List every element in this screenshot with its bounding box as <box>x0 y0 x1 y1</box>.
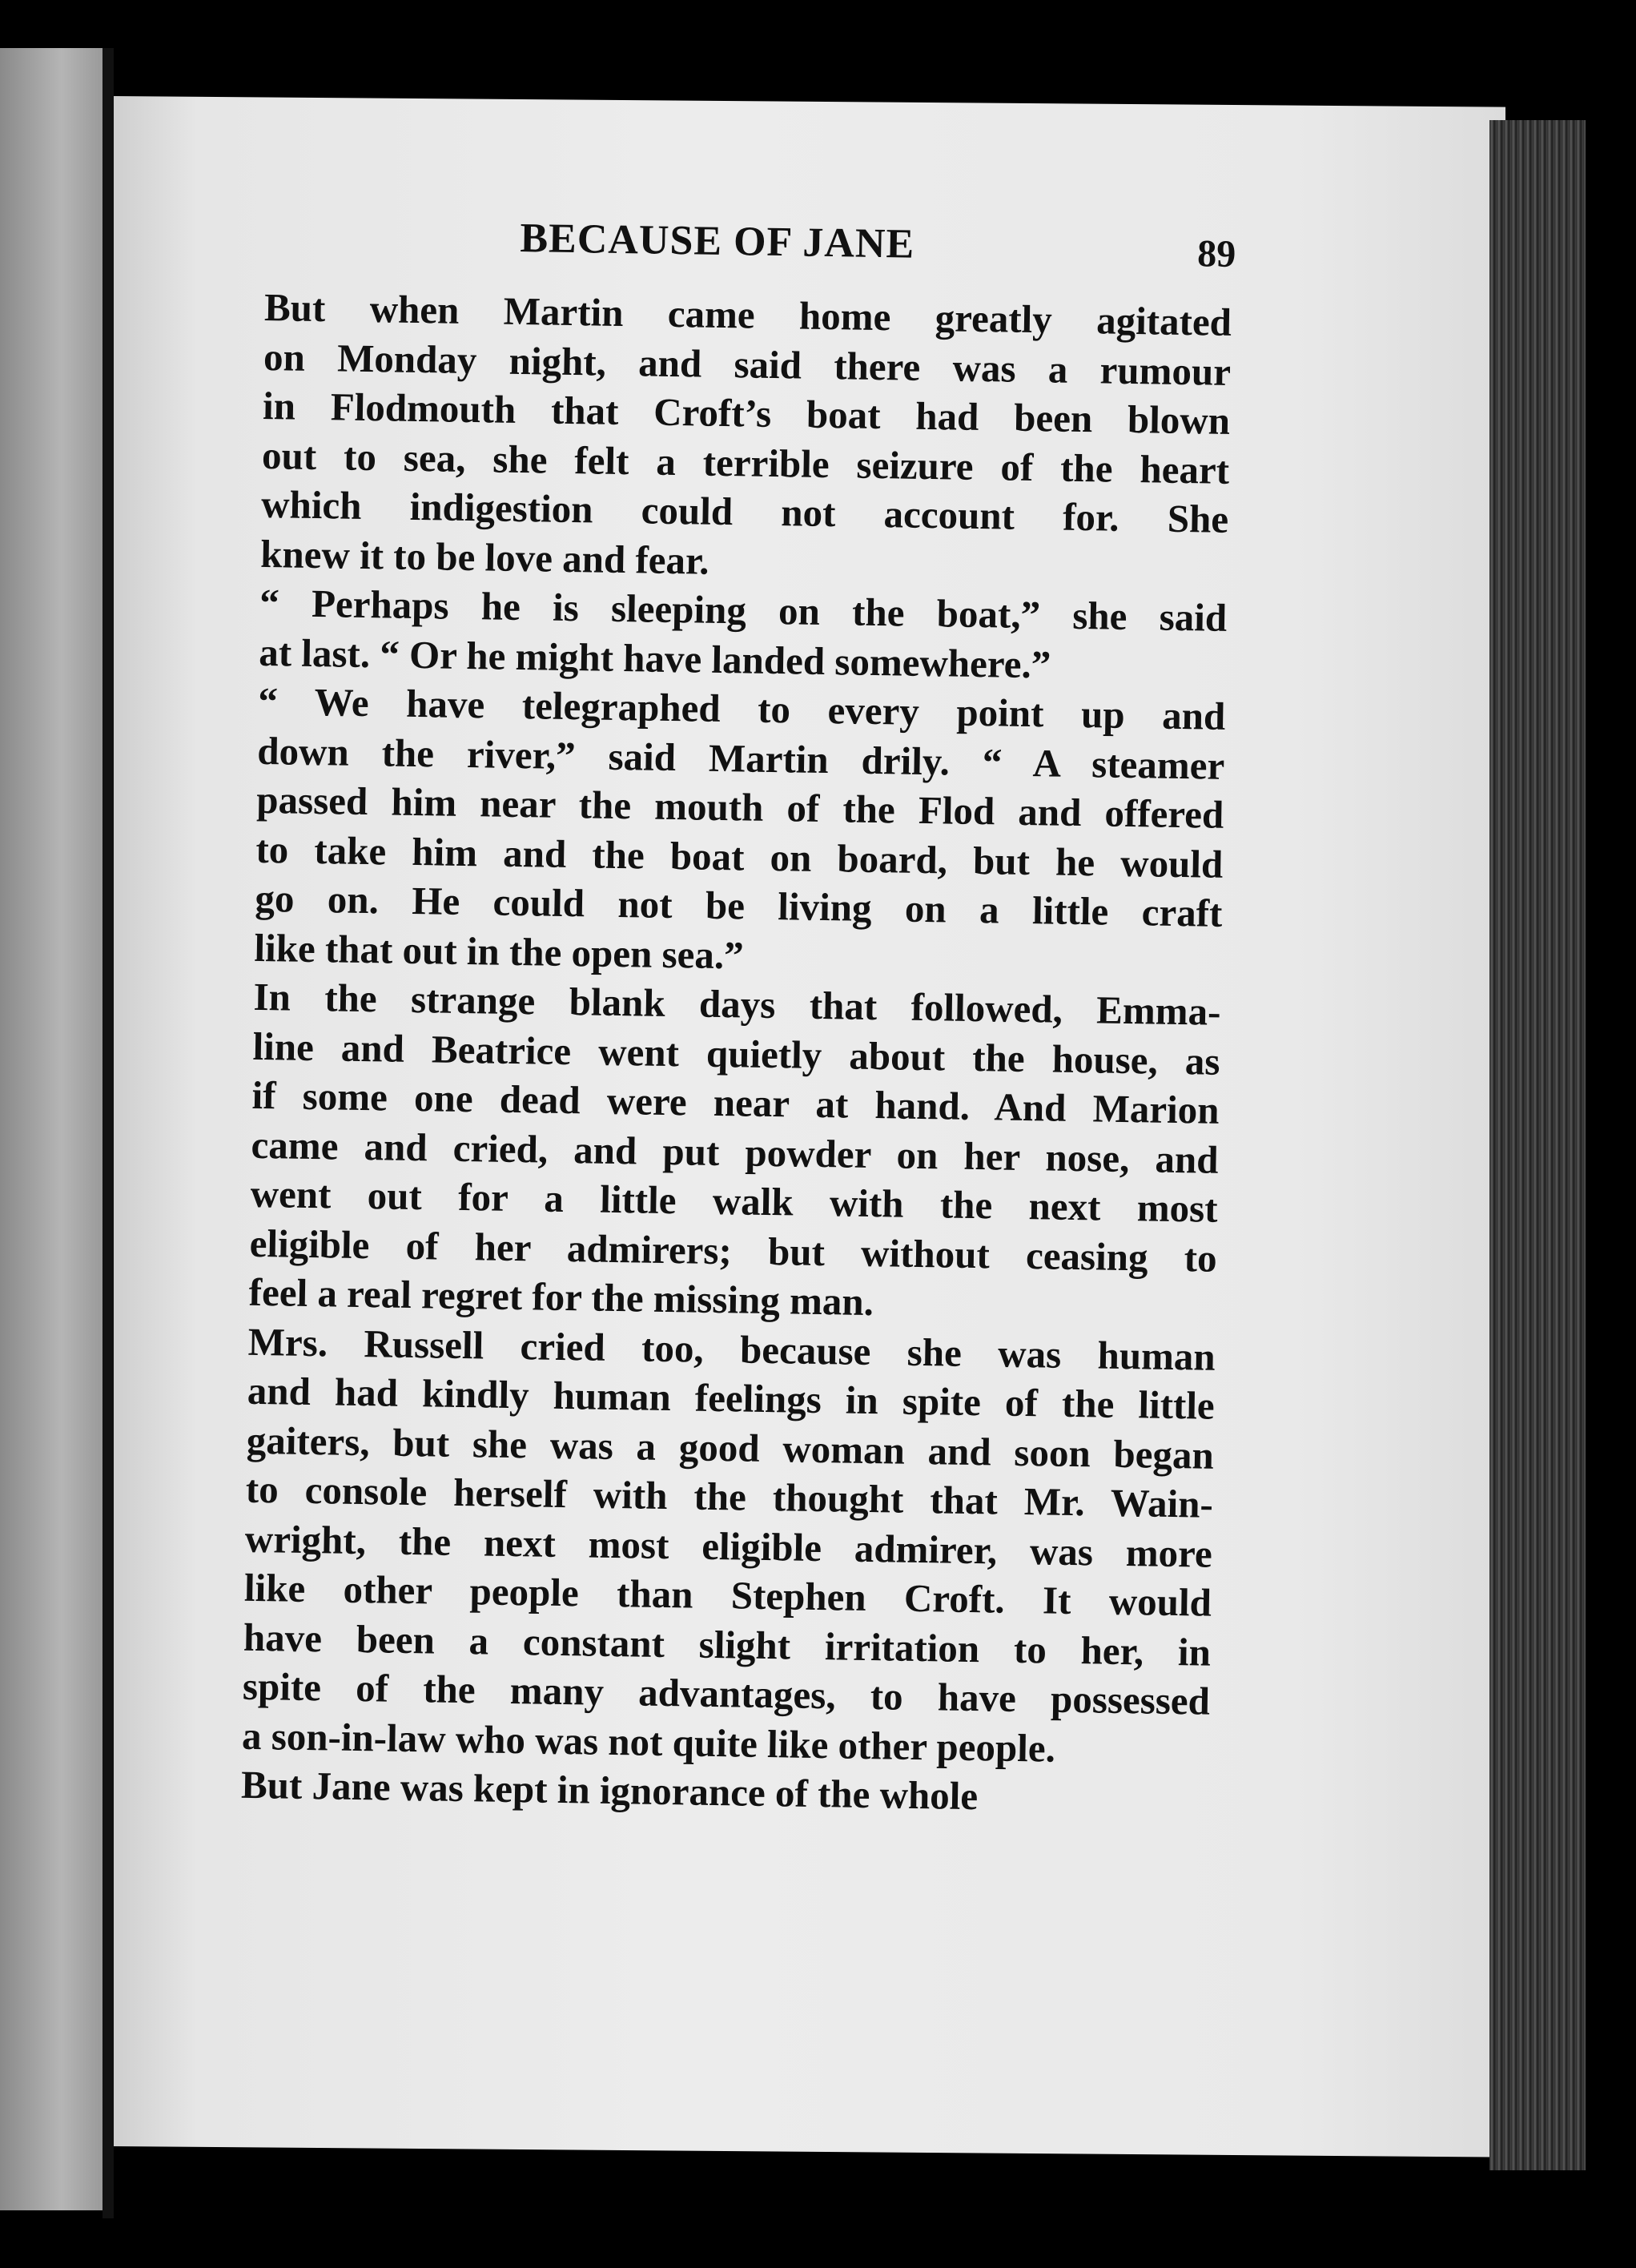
text-line: In the strange blank days that followed, Emma- <box>253 974 1221 1034</box>
body-text <box>191 282 1232 1824</box>
text-line: passed him near the mouth of the Flod and offered <box>256 777 1224 837</box>
page-number: 89 <box>1196 232 1236 276</box>
text-line: feel a real regret for the missing man. <box>248 1269 874 1325</box>
text-line: to console herself with the thought that Mr. Wain- <box>245 1466 1214 1526</box>
text-line: gaiters, but she was a good woman and soon began <box>246 1418 1215 1478</box>
paragraph <box>199 971 1221 1332</box>
paragraph <box>192 1316 1216 1775</box>
text-line: But Jane was kept in ignorance of the whole <box>240 1762 979 1819</box>
text-line: in Flodmouth that Croft’s boat had been blown <box>262 383 1231 443</box>
text-line: “ Perhaps he is sleeping on the boat,” she said <box>259 580 1228 640</box>
text-line: But when Martin came home greatly agitated <box>263 284 1232 344</box>
text-line: line and Beatrice went quietly about the house, as <box>252 1023 1220 1084</box>
text-line: went out for a little walk with the next most <box>250 1171 1218 1231</box>
page-text <box>191 210 1236 1824</box>
paragraph <box>211 282 1232 593</box>
paragraph <box>204 676 1226 987</box>
paragraph <box>209 577 1228 692</box>
text-line: which indigestion could not account for. She <box>260 481 1229 541</box>
text-line: eligible of her admirers; but without ceasing to <box>249 1220 1218 1281</box>
text-line: wright, the next most eligible admirer, was more <box>244 1516 1213 1576</box>
text-line: “ We have telegraphed to every point up and <box>257 678 1226 738</box>
running-title: BECAUSE OF JANE <box>520 215 915 267</box>
text-line: a son-in-law who was not quite like other people. <box>241 1713 1056 1771</box>
text-line: have been a constant slight irritation to her, in <box>243 1615 1212 1675</box>
text-line: down the river,” said Martin drily. “ A steamer <box>256 728 1225 788</box>
text-line: knew it to be love and fear. <box>259 531 709 583</box>
text-line: like that out in the open sea.” <box>254 925 745 977</box>
text-line: out to sea, she felt a terrible seizure of the heart <box>261 432 1230 493</box>
text-line: if some one dead were near at hand. And Marion <box>251 1072 1220 1132</box>
page-block-edge <box>1489 120 1586 2170</box>
text-line: and had kindly human feelings in spite of the little <box>247 1368 1216 1428</box>
text-line: at last. “ Or he might have landed somewhere.” <box>258 629 1051 686</box>
book-gutter <box>103 48 114 2218</box>
text-line: on Monday night, and said there was a rumour <box>263 334 1232 394</box>
text-line: to take him and the boat on board, but he would <box>255 826 1224 887</box>
text-line: came and cried, and put powder on her nose, and <box>251 1122 1219 1182</box>
facing-page-edge <box>0 48 103 2210</box>
text-line: Mrs. Russell cried too, because she was human <box>247 1319 1216 1379</box>
text-line: go on. He could not be living on a little craft <box>255 875 1223 935</box>
text-line: like other people than Stephen Croft. It would <box>243 1565 1212 1625</box>
text-line: spite of the many advantages, to have possessed <box>242 1663 1211 1723</box>
